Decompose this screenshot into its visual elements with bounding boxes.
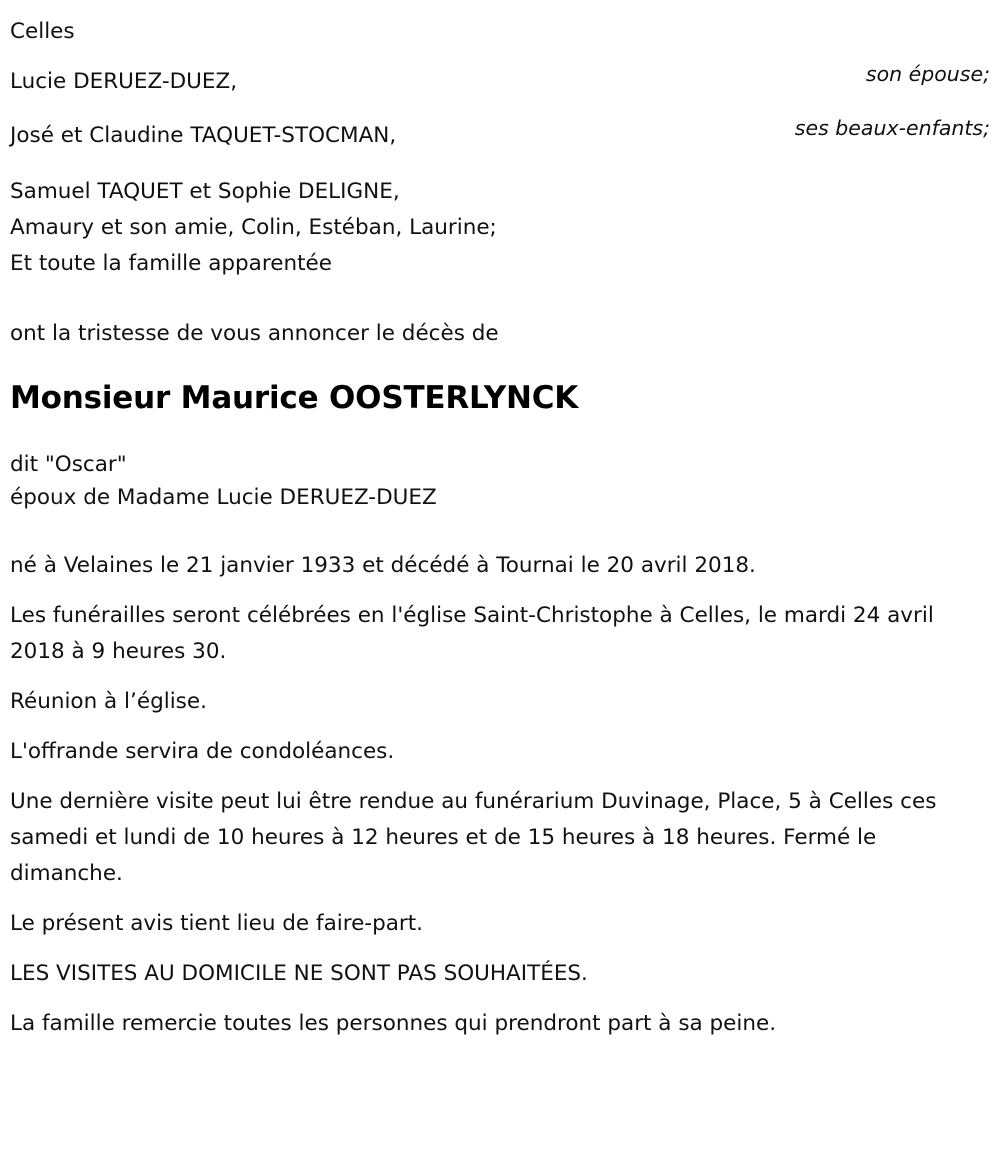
family-name-line: Samuel TAQUET et Sophie DELIGNE, xyxy=(10,179,400,204)
relation-label-stepchildren: ses beaux-enfants; xyxy=(794,116,990,140)
family-names-spouse xyxy=(10,64,237,100)
family-name-line: Amaury et son amie, Colin, Estéban, Laurine; xyxy=(10,215,497,240)
details-block xyxy=(10,548,990,1042)
family-names-others xyxy=(10,174,497,282)
detail-paragraph-gathering: Réunion à l’église. xyxy=(10,689,207,714)
detail-paragraph-birth-death: né à Velaines le 21 janvier 1933 et décédé à Tournai le 20 avril 2018. xyxy=(10,553,756,578)
detail-paragraph-visitation: Une dernière visite peut lui être rendue au funérarium Duvinage, Place, 5 à Celles ces samedi et lundi de 10 heures à 12 heures et de 15 heures à 18 heures. Fermé le dimanche. xyxy=(10,789,937,886)
detail-paragraph-thanks: La famille remercie toutes les personnes qui prendront part à sa peine. xyxy=(10,1011,777,1036)
family-names-stepchildren xyxy=(10,118,396,154)
detail-paragraph-offering: L'offrande servira de condoléances. xyxy=(10,739,395,764)
family-block xyxy=(10,64,990,282)
relation-label-spouse: son épouse; xyxy=(865,62,990,86)
family-name-line: José et Claudine TAQUET-STOCMAN, xyxy=(10,123,397,148)
detail-paragraph-faire-part: Le présent avis tient lieu de faire-part. xyxy=(10,911,423,936)
family-group-stepchildren xyxy=(10,118,990,154)
detail-paragraph-funeral: Les funérailles seront célébrées en l'église Saint-Christophe à Celles, le mardi 24 avril 2018 à 9 heures 30. xyxy=(10,603,934,664)
family-group-spouse xyxy=(10,64,990,100)
deceased-name-heading: Monsieur Maurice OOSTERLYNCK xyxy=(10,380,579,416)
family-group-others xyxy=(10,174,990,282)
announcement-lead: ont la tristesse de vous annoncer le décès de xyxy=(10,321,499,346)
locality-header: Celles xyxy=(10,19,75,44)
spouse-line: époux de Madame Lucie DERUEZ-DUEZ xyxy=(10,485,437,510)
notice-content xyxy=(10,0,990,1042)
family-name-line: Et toute la famille apparentée xyxy=(10,251,332,276)
detail-paragraph-no-home-visits: LES VISITES AU DOMICILE NE SONT PAS SOUHAITÉES. xyxy=(10,961,588,986)
nickname-line: dit "Oscar" xyxy=(10,452,127,477)
family-name-line: Lucie DERUEZ-DUEZ, xyxy=(10,69,238,94)
